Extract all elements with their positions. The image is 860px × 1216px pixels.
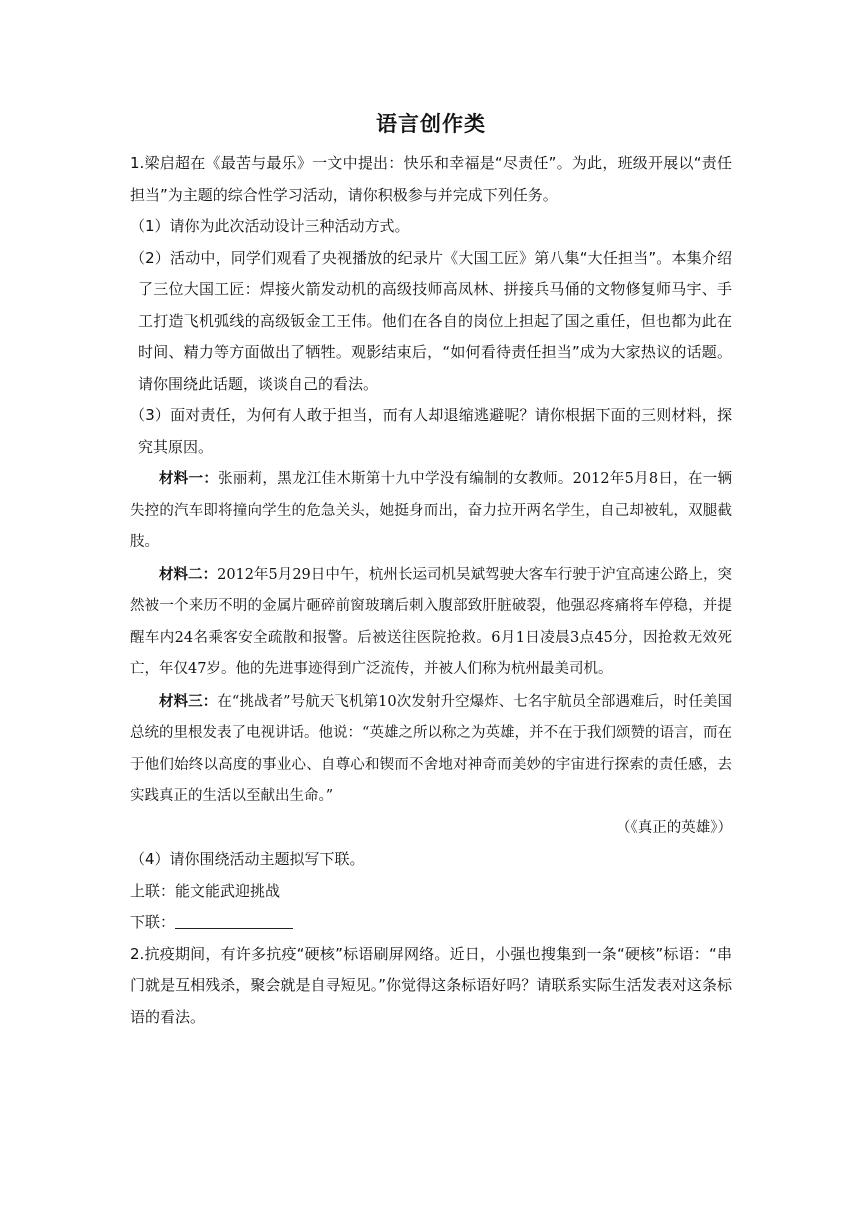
lower-couplet-answer-blank[interactable] <box>175 910 293 929</box>
lower-couplet <box>130 907 732 939</box>
lower-couplet-label: 下联： <box>130 913 176 931</box>
question-1-sub-4: （4）请你围绕活动主题拟写下联。 <box>130 850 365 868</box>
question-1-sub-1: （1）请你为此次活动设计三种活动方式。 <box>130 217 410 235</box>
material-1-text: 张丽莉，黑龙江佳木斯第十九中学没有编制的女教师。2012年5月8日，在一辆失控的汽车即将撞向学生的危急关头，她挺身而出，奋力拉开两名学生，自己却被轧，双腿截肢。 <box>130 471 733 550</box>
material-2 <box>130 559 732 686</box>
question-1-sub-2: （2）活动中，同学们观看了央视播放的纪录片《大国工匠》第八集“大任担当”。本集介绍了三位大国工匠：焊接火箭发动机的高级技师高凤林、拼接兵马俑的文物修复师马宇、手工打造飞机弧线的高级钣金工王伟。他们在各自的岗位上担起了国之重任，但也都为此在时间、精力等方面做出了牺牲。观影结束后，“如何看待责任担当”成为大家热议的话题。请你围绕此话题，谈谈自己的看法。 <box>130 248 732 393</box>
material-1 <box>130 463 732 559</box>
material-2-label: 材料二： <box>159 565 218 583</box>
material-3-text: 在“挑战者”号航天飞机第10次发射升空爆炸、七名宇航员全部遇难后，时任美国总统的里根发表了电视讲话。他说：“英雄之所以称之为英雄，并不在于我们颂赞的语言，而在于他们始终以高度的事业心、自尊心和锲而不舍地对神奇而美妙的宇宙进行探索的责任感，去实践真正的生活以至献出生命。” <box>130 693 733 804</box>
material-1-label: 材料一： <box>159 470 219 487</box>
upper-couplet-value: 能文能武迎挑战 <box>175 881 281 900</box>
page-title: 语言创作类 <box>376 112 486 136</box>
material-2-text: 2012年5月29日中午，杭州长运司机吴斌驾驶大客车行驶于沪宜高速公路上，突然被一个来历不明的金属片砸碎前窗玻璃后刺入腹部致肝脏破裂，他强忍疼痛将车停稳，并提醒车内24名乘客安全疏散和报警。后被送往医院抢救。6月1日凌晨3点45分，因抢救无效死亡，年仅47岁。他的先进事迹得到广泛流传，并被人们称为杭州最美司机。 <box>130 566 733 677</box>
question-2: 2.抗疫期间，有许多抗疫“硬核”标语刷屏网络。近日，小强也搜集到一条“硬核”标语：“串门就是互相残杀，聚会就是自寻短见。”你觉得这条标语好吗？请联系实际生活发表对这条标语的看法。 <box>130 944 732 1026</box>
question-1-sub-3: （3）面对责任，为何有人敢于担当，而有人却退缩逃避呢？请你根据下面的三则材料，探究其原因。 <box>130 406 732 456</box>
material-source: （《真正的英雄》） <box>616 819 732 836</box>
upper-couplet-label: 上联： <box>130 881 176 900</box>
upper-couplet <box>130 876 732 908</box>
material-3 <box>130 686 732 813</box>
question-1-intro: 1.梁启超在《最苦与最乐》一文中提出：快乐和幸福是“尽责任”。为此，班级开展以“责任担当”为主题的综合性学习活动，请你积极参与并完成下列任务。 <box>130 154 732 204</box>
material-3-label: 材料三： <box>159 692 218 710</box>
